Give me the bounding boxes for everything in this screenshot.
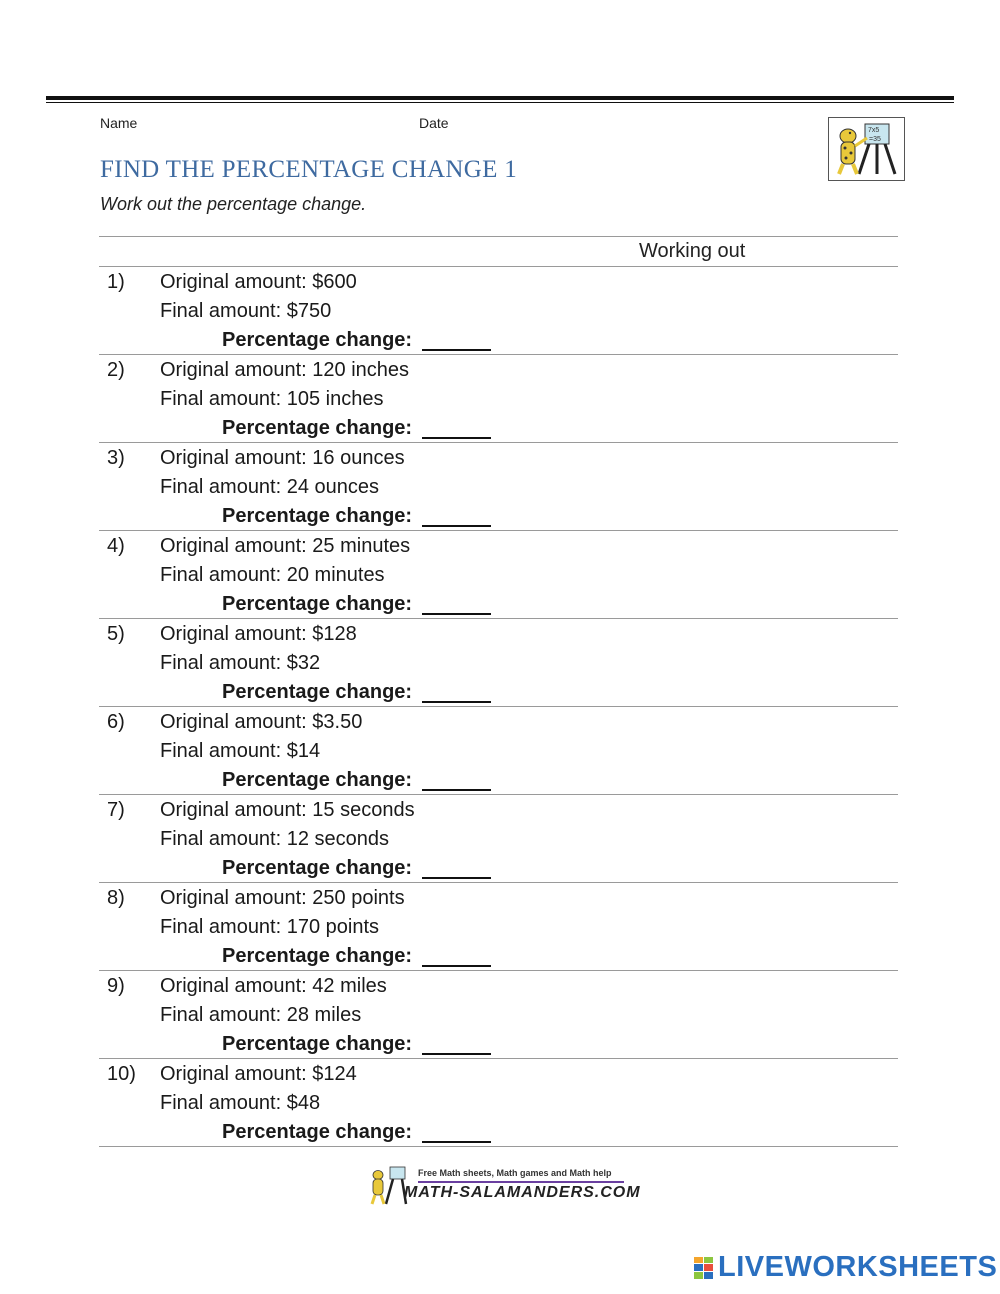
answer-blank[interactable] bbox=[422, 613, 491, 615]
original-amount: Original amount: 16 ounces bbox=[160, 447, 405, 469]
answer-blank[interactable] bbox=[422, 525, 491, 527]
table-bottom-rule bbox=[99, 1146, 898, 1147]
question-number: 5) bbox=[107, 623, 125, 645]
question-number: 1) bbox=[107, 271, 125, 293]
percentage-change-label: Percentage change: bbox=[222, 417, 413, 439]
question-6 bbox=[99, 707, 898, 794]
question-number: 2) bbox=[107, 359, 125, 381]
question-number: 6) bbox=[107, 711, 125, 733]
question-7 bbox=[99, 795, 898, 882]
original-amount: Original amount: $128 bbox=[160, 623, 357, 645]
worksheet-instruction: Work out the percentage change. bbox=[100, 194, 367, 214]
salamander-easel-icon bbox=[368, 1164, 408, 1208]
original-amount: Original amount: 250 points bbox=[160, 887, 405, 909]
answer-blank[interactable] bbox=[422, 1053, 491, 1055]
final-amount: Final amount: 28 miles bbox=[160, 1004, 362, 1026]
svg-text:=35: =35 bbox=[869, 136, 881, 143]
original-amount: Original amount: $3.50 bbox=[160, 711, 363, 733]
question-4 bbox=[99, 531, 898, 618]
percentage-change-label: Percentage change: bbox=[222, 945, 413, 967]
footer-site-name[interactable]: MATH-SALAMANDERS.COM bbox=[404, 1184, 641, 1201]
top-thick-rule bbox=[46, 96, 954, 100]
original-amount: Original amount: 15 seconds bbox=[160, 799, 415, 821]
original-amount: Original amount: 42 miles bbox=[160, 975, 387, 997]
original-amount: Original amount: $600 bbox=[160, 271, 357, 293]
date-label: Date bbox=[419, 115, 449, 131]
original-amount: Original amount: 25 minutes bbox=[160, 535, 411, 557]
final-amount: Final amount: $48 bbox=[160, 1092, 321, 1114]
final-amount: Final amount: 24 ounces bbox=[160, 476, 380, 498]
answer-blank[interactable] bbox=[422, 437, 491, 439]
question-1 bbox=[99, 267, 898, 354]
final-amount: Final amount: 105 inches bbox=[160, 388, 384, 410]
question-8 bbox=[99, 883, 898, 970]
answer-blank[interactable] bbox=[422, 1141, 491, 1143]
percentage-change-label: Percentage change: bbox=[222, 505, 413, 527]
answer-blank[interactable] bbox=[422, 789, 491, 791]
original-amount: Original amount: 120 inches bbox=[160, 359, 410, 381]
working-out-label: Working out bbox=[639, 240, 746, 262]
original-amount: Original amount: $124 bbox=[160, 1063, 357, 1085]
percentage-change-label: Percentage change: bbox=[222, 329, 413, 351]
question-10 bbox=[99, 1059, 898, 1146]
final-amount: Final amount: 12 seconds bbox=[160, 828, 390, 850]
question-number: 7) bbox=[107, 799, 125, 821]
final-amount: Final amount: 170 points bbox=[160, 916, 380, 938]
percentage-change-label: Percentage change: bbox=[222, 857, 413, 879]
question-number: 3) bbox=[107, 447, 125, 469]
name-label: Name bbox=[100, 115, 138, 131]
final-amount: Final amount: $32 bbox=[160, 652, 321, 674]
percentage-change-label: Percentage change: bbox=[222, 769, 413, 791]
answer-blank[interactable] bbox=[422, 349, 491, 351]
question-9 bbox=[99, 971, 898, 1058]
worksheet-title: FIND THE PERCENTAGE CHANGE 1 bbox=[100, 156, 518, 183]
answer-blank[interactable] bbox=[422, 877, 491, 879]
percentage-change-label: Percentage change: bbox=[222, 681, 413, 703]
percentage-change-label: Percentage change: bbox=[222, 1121, 413, 1143]
liveworksheets-brand[interactable]: LIVEWORKSHEETS bbox=[718, 1251, 998, 1283]
question-table bbox=[99, 236, 898, 1147]
top-thin-rule bbox=[46, 102, 954, 103]
question-number: 9) bbox=[107, 975, 125, 997]
percentage-change-label: Percentage change: bbox=[222, 1033, 413, 1055]
final-amount: Final amount: 20 minutes bbox=[160, 564, 385, 586]
final-amount: Final amount: $14 bbox=[160, 740, 321, 762]
answer-blank[interactable] bbox=[422, 701, 491, 703]
percentage-change-label: Percentage change: bbox=[222, 593, 413, 615]
liveworksheets-logo-icon bbox=[694, 1257, 714, 1279]
salamander-logo-icon bbox=[828, 117, 905, 181]
question-number: 10) bbox=[107, 1063, 136, 1085]
answer-blank[interactable] bbox=[422, 965, 491, 967]
footer-tagline: Free Math sheets, Math games and Math help bbox=[418, 1168, 612, 1178]
final-amount: Final amount: $750 bbox=[160, 300, 332, 322]
svg-text:7x5: 7x5 bbox=[868, 127, 880, 134]
footer-underline bbox=[418, 1181, 624, 1183]
table-header bbox=[99, 237, 898, 266]
question-2 bbox=[99, 355, 898, 442]
question-number: 4) bbox=[107, 535, 125, 557]
question-3 bbox=[99, 443, 898, 530]
question-5 bbox=[99, 619, 898, 706]
question-number: 8) bbox=[107, 887, 125, 909]
